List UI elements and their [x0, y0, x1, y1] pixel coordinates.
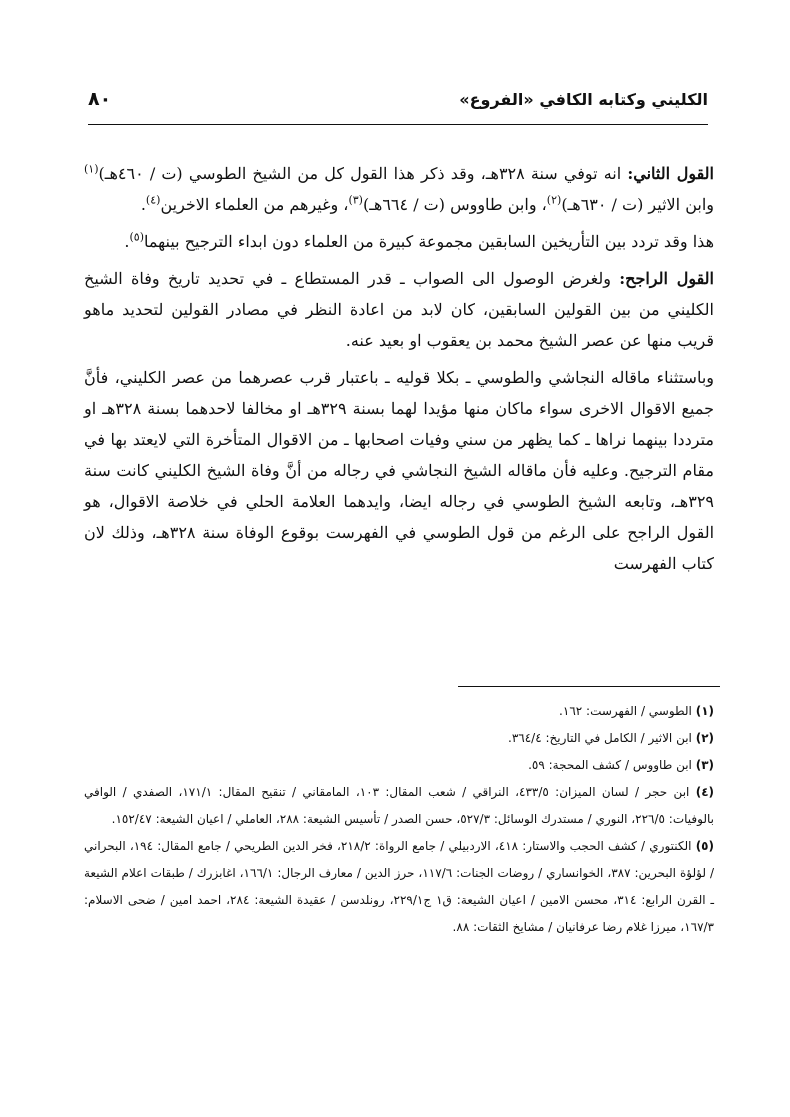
footnote-text: الكنتوري / كشف الحجب والاستار: ٤١٨، الاردبيلي / جامع الرواة: ٢١٨/٢، فخر الدين الطريحي / جامع المقال: ١٩٤، البحراني / لؤلؤة البحرين: ٣٨٧، الخوانساري / روضات الجنات: ١١٧/٦، حرز الدين / معارف الرجال: ١٦٦/١، اغابزرك / طبقات اعلام الشيعة ـ القرن الرابع: ٣١٤، محسن الامين / اعيان الشيعة: ق١ ج٢٢٩/١، رونلدسن / عقيدة الشيعة: ٢٨٤، احمد امين / ضحى الاسلام: ١٦٧/٣، ميرزا غلام رضا عرفانيان / مشايخ الثقات: ٨٨. [84, 839, 715, 934]
paragraph-text: وباستثناء ماقاله النجاشي والطوسي ـ بكلا قوليه ـ باعتبار قرب عصرهما من عصر الكليني، فأنَّ جميع الاقوال الاخرى سواء ماكان منها مؤيدا لهما بسنة ٣٢٩هـ او مخالفا لاحدهما بسنة ٣٢٨هـ او مترددا بينهما نراها ـ كما يظهر من سني وفيات اصحابها ـ من الاقوال المتأخرة التي لايعتد بها في مقام الترجيح. وعليه فأن ماقاله الشيخ النجاشي في رجاله من أنَّ وفاة الشيخ الكليني كانت سنة ٣٢٩هـ، وتابعه الشيخ الطوسي في رجاله ايضا، وايدهما العلامة الحلي في خلاصة الاقوال، هو القول الراجح على الرغم من قول الطوسي في الفهرست بوقوع الوفاة سنة ٣٢٨هـ، وذلك لان كتاب الفهرست [84, 368, 715, 573]
paragraph-text: ، وغيرهم من العلماء الاخرين [160, 195, 349, 214]
footnote-number: (١) [695, 704, 714, 718]
footnote-ref: (٤) [145, 193, 161, 207]
footnote-separator [458, 686, 720, 687]
footnote-ref: (٥) [129, 230, 145, 244]
footnote-ref: (٢) [546, 193, 562, 207]
footnote [84, 698, 714, 725]
paragraph-text: انه توفي سنة ٣٢٨هـ، وقد ذكر هذا القول كل من الشيخ الطوسي (ت / ٤٦٠هـ) [98, 164, 628, 183]
footnote [84, 833, 714, 941]
footnote-text: الطوسي / الفهرست: ١٦٢. [559, 704, 696, 718]
footnote-ref: (١) [84, 162, 99, 176]
paragraph [84, 263, 714, 356]
footnote-number: (٤) [695, 785, 715, 799]
footnote [84, 779, 714, 833]
paragraph-text: . [140, 195, 146, 214]
footnote-text: ابن الاثير / الكامل في التاريخ: ٣٦٤/٤. [508, 731, 696, 745]
page-number: ٨٠ [88, 88, 112, 110]
main-text [84, 158, 714, 585]
footnote-text: ابن حجر / لسان الميزان: ٤٣٣/٥، النراقي / شعب المقال: ١٠٣، المامقاني / تنقيح المقال: ١٧١/١، الصفدي / الوافي بالوفيات: ٢٢٦/٥، النوري / مستدرك الوسائل: ٥٢٧/٣، حسن الصدر / تأسيس الشيعة: ٢٨٨، العاملي / اعيان الشيعة: ١٥٢/٤٧. [84, 785, 714, 826]
footnote-number: (٥) [695, 839, 714, 853]
paragraph [84, 362, 714, 579]
paragraph-text: ولغرض الوصول الى الصواب ـ قدر المستطاع ـ في تحديد تاريخ وفاة الشيخ الكليني من بين القولين السابقين، كان لابد من اعادة النظر في مصادر القولين لتحديد ماهو قريب منها عن عصر الشيخ محمد بن يعقوب او بعيد عنه. [84, 269, 714, 350]
footnote-number: (٣) [695, 758, 714, 772]
running-title: الكليني وكتابه الكافي «الفروع» [459, 90, 708, 109]
paragraph-lead: القول الثاني: [627, 164, 715, 183]
footnotes [84, 698, 714, 941]
paragraph [84, 226, 714, 257]
footnote-text: ابن طاووس / كشف المحجة: ٥٩. [528, 758, 696, 772]
paragraph-text: . [124, 232, 130, 251]
footnote [84, 752, 714, 779]
paragraph-lead: القول الراجح: [619, 269, 715, 288]
paragraph [84, 158, 714, 220]
paragraph-text: وابن الاثير (ت / ٦٣٠هـ) [561, 195, 714, 214]
paragraph-text: هذا وقد تردد بين التأريخين السابقين مجموعة كبيرة من العلماء دون ابداء الترجيح بينهما [144, 232, 714, 251]
footnote-ref: (٣) [348, 193, 363, 207]
footnote [84, 725, 714, 752]
footnote-number: (٢) [695, 731, 714, 745]
running-header [88, 86, 708, 125]
paragraph-text: ، وابن طاووس (ت / ٦٦٤هـ) [362, 195, 547, 214]
